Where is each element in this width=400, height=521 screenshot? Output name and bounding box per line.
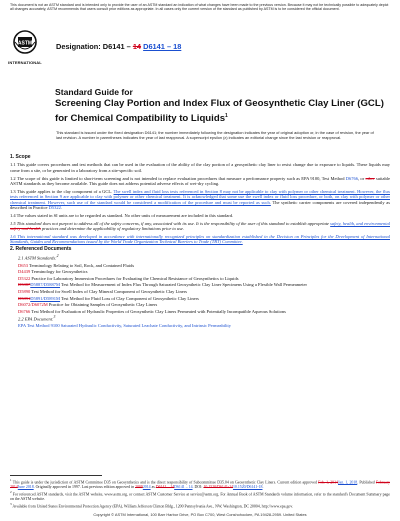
- reference-item: D5890 Test Method for Swell Index of Clay Mineral Component of Geosynthetic Clay Liners: [18, 288, 187, 294]
- footnote-2: $^2$ For referenced ASTM standards, visit the ASTM website, www.astm.org, or contact ASTM Customer Service at service@astm.org. For Annual Book of ASTM Standards volume information, refer to the standard's Document Summary page on the ASTM website.: [10, 489, 390, 501]
- ref-code[interactable]: D6072/D6072M: [18, 302, 48, 308]
- paragraph-1-1: 1.1 This guide covers procedures and test methods that can be used in the evaluation of the ability of the clay portion of a geosynthetic clay liner to resist change due to exposure to liquids. These liquids may come from a site, or be generated in a laboratory from a site-specific soil.: [10, 162, 390, 173]
- reference-item: D5891D5891/D5891M Test Method for Fluid Loss of Clay Component of Geosynthetic Clay Liners: [18, 295, 199, 301]
- paragraph-1-6: 1.6 This international standard was developed in accordance with internationally recognized principles on standardization established in the Decision on Principles for the Development of International Standards, Guides and Recommendations issued by the World Trade Organization Technical Barriers to Trade (TBT) Committee.: [10, 233, 390, 245]
- paragraph-1-2: 1.2 The scope of this guide is limited to short-term screening and is not intended to replace evaluation procedures that measure a performance property such as EPA 9100, Test Method D6766, or other suitable ASTM standards as they become available. This guide does not address potential adverse effects of wet-dry cycling.: [10, 175, 391, 187]
- ref-link-d6766[interactable]: D6766: [345, 175, 359, 181]
- paragraph-1-3: 1.3 This guide applies to the clay component of a GCL. The swell index and fluid loss tests referenced in Section 8 may not be applicable to clay with polymer or other chemical treatment. However, the flux tests referenced in Section 9 are applicable to clay with polymer or other chemical treatment. It is acknowledged that some use the swell index or fluid loss procedure, or both, on clay with polymer or other chemical treatment. However, such use of the standard would be considered a modification of the procedure and must be reported as such. The synthetic carrier components are covered independently as described in Practice D5322.: [10, 188, 391, 211]
- section-heading-referenced-documents: 2. Referenced Documents: [10, 246, 72, 253]
- footnote-3: $^3$ Available from United States Environmental Protection Agency (EPA), William Jefferson Clinton Bldg., 1200 Pennsylvania Ave., NW, Washington, DC 20004, http://www.epa.gov.: [10, 501, 294, 509]
- astm-standards-heading: 2.1 ASTM Standards:$^2$: [18, 254, 59, 261]
- designation-new: D6141 – 18: [143, 42, 182, 51]
- reference-item: D5322 Practice for Laboratory Immersion Procedures for Evaluating the Chemical Resistance of Geosynthetics to Liquids: [18, 275, 239, 281]
- reference-item: D6766 Test Method for Evaluation of Hydraulic Properties of Geosynthetic Clay Liners Permeated with Potentially Incompatible Aqueous Solutions: [18, 308, 286, 314]
- footnote-1: $^1$ This guide is under the jurisdiction of ASTM Committee D35 on Geosynthetics and is the direct responsibility of Subcommittee D35.04 on Geosynthetic Clay Liners. Current edition approved Feb. 1, 2014Jan. 1, 2018. Published February 2014June 2018. Originally approved in 1997. Last previous edition approved in 20092014 as D6141 – 14D6141 – 14. DOI: 10.1520/D6141-1410.1520/D6141-18.: [10, 478, 390, 490]
- astm-logo-icon: [13, 29, 37, 59]
- paragraph-1-4: 1.4 The values stated in SI units are to be regarded as standard. No other units of measurement are included in this standard.: [10, 212, 234, 218]
- epa-document-heading: 2.2 EPA Document:$^3$: [18, 315, 56, 322]
- section-heading-scope: 1. Scope: [10, 154, 31, 160]
- ref-code[interactable]: D653: [18, 262, 28, 268]
- title-line-2: Screening Clay Portion and Index Flux of Geosynthetic Clay Liner (GCL) for Chemical Compatibility to Liquids$^1$: [55, 98, 384, 125]
- ref-code[interactable]: D4439: [18, 269, 31, 275]
- ref-code[interactable]: D5887/D5887M: [30, 282, 61, 288]
- svg-text:ASTM: ASTM: [17, 40, 33, 47]
- document-body: [10, 153, 390, 330]
- logo-wordmark: INTERNATIONAL: [8, 60, 42, 65]
- ref-code[interactable]: D5890: [18, 288, 31, 294]
- ref-code[interactable]: D6766: [18, 308, 31, 314]
- designation-label: Designation: D6141 –: [56, 42, 133, 51]
- paragraph-1-5: 1.5 This standard does not purport to address all of the safety concerns, if any, associated with its use. It is the responsibility of the user of this standard to establish appropriate safety, health, and environmental safety and health practices and determine the applicability of regulatory limitations prior to use.: [10, 220, 390, 232]
- reference-item: D653 Terminology Relating to Soil, Rock, and Contained Fluids: [18, 262, 135, 268]
- footnotes: [10, 478, 390, 509]
- reference-item: D5887D5887/D5887M Test Method for Measurement of Index Flux Through Saturated Geosynthetic Clay Liner Specimens Using a Flexible Wall Permeameter: [18, 282, 308, 288]
- issuance-note: This standard is issued under the fixed designation D6141; the number immediately following the designation indicates the year of original adoption or, in the case of revision, the year of last revision. A number in parentheses indicates the year of last reapproval. A superscript epsilon (ε) indicates an editorial change since the last revision or reapproval.: [56, 130, 374, 140]
- designation-old-year: 14: [132, 42, 142, 51]
- reference-item: D6072/D6072M Practice for Obtaining Samples of Geosynthetic Clay Liners: [18, 302, 158, 308]
- designation: [56, 42, 181, 51]
- footnote-divider: [10, 475, 102, 476]
- ref-code[interactable]: D5891/D5891M: [30, 295, 61, 301]
- epa-reference-item[interactable]: EPA Test Method 9100 Saturated Hydraulic Conductivity, Saturated Leachate Conductivity, and Intrinsic Permeability: [18, 323, 232, 329]
- title-line-1: Standard Guide for: [55, 87, 133, 97]
- page-title: [55, 87, 385, 125]
- reference-item: D4439 Terminology for Geosynthetics: [18, 269, 88, 275]
- copyright-line: Copyright © ASTM International, 100 Barr Harbor Drive, PO Box C700, West Conshohocken, PA 19428-2959. United States: [93, 512, 307, 517]
- ref-link-d5322[interactable]: D5322: [48, 205, 61, 211]
- document-notice: This document is not an ASTM standard and is intended only to provide the user of an ASTM standard an indication of what changes have been made to the previous version. Because it may not be technically possible to adequately depict all changes accurately, ASTM recommends that users consult prior editions as appropriate. In all cases only the current version of the standard as published by ASTM is to be considered the official document.: [10, 3, 389, 12]
- ref-code[interactable]: D5322: [18, 275, 31, 281]
